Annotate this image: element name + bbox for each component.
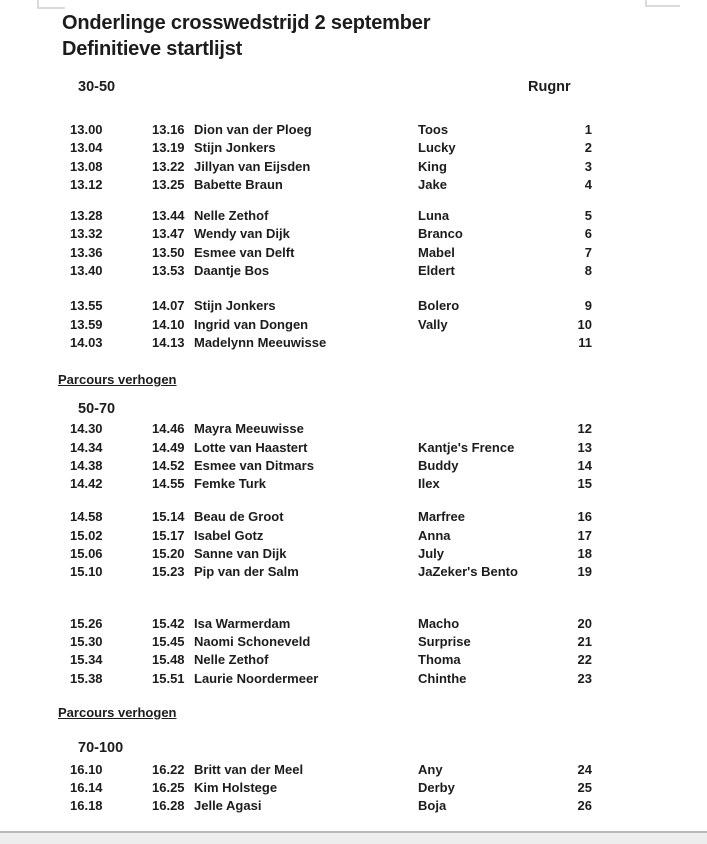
- start-time-cell: 13.40: [70, 263, 103, 279]
- page-corner-mark-right: [645, 0, 680, 7]
- horse-name-cell: Derby: [418, 780, 455, 796]
- rugnr-cell: 3: [584, 158, 592, 174]
- startlist-row: [70, 334, 707, 352]
- startlist-row: [70, 508, 707, 526]
- rugnr-cell: 2: [584, 140, 592, 156]
- startlist-row: [70, 420, 707, 438]
- rider-name-cell: Daantje Bos: [194, 263, 270, 279]
- rugnr-cell: 23: [577, 670, 592, 686]
- startlist-row: [70, 457, 707, 475]
- startlist-row: [70, 527, 707, 545]
- rugnr-cell: 11: [578, 334, 592, 350]
- course-time-cell: 13.16: [152, 122, 185, 137]
- start-time-cell: 13.00: [70, 122, 103, 137]
- rugnr-cell: 19: [577, 564, 592, 580]
- rugnr-cell: 14: [577, 457, 592, 473]
- horse-name-cell: Lucky: [418, 140, 456, 156]
- startlist-row: [70, 176, 707, 194]
- start-time-cell: 13.32: [70, 226, 103, 242]
- rugnr-cell: 9: [584, 298, 592, 314]
- rugnr-cell: 22: [577, 652, 592, 668]
- startlist-row: [70, 651, 707, 669]
- course-time-cell: 15.51: [152, 670, 185, 686]
- start-time-cell: 13.59: [70, 316, 103, 332]
- startlist-row: [70, 545, 707, 563]
- rider-name-cell: Pip van der Salm: [194, 564, 299, 580]
- horse-name-cell: JaZeker's Bento: [418, 564, 518, 580]
- section-groups: [0, 761, 707, 816]
- rider-name-cell: Lotte van Haastert: [194, 439, 308, 455]
- rugnr-cell: 8: [584, 263, 592, 279]
- course-time-cell: 15.45: [152, 633, 185, 649]
- startlist: [0, 79, 707, 816]
- rider-name-cell: Britt van der Meel: [194, 761, 304, 777]
- startlist-row: [70, 297, 707, 315]
- start-group: [70, 207, 707, 280]
- rider-name-cell: Nelle Zethof: [194, 208, 269, 224]
- horse-name-cell: Buddy: [418, 457, 459, 473]
- start-group: [70, 761, 707, 816]
- start-time-cell: 13.12: [70, 176, 103, 192]
- course-time-cell: 16.28: [152, 798, 185, 814]
- course-time-cell: 15.42: [152, 615, 185, 631]
- startlist-row: [70, 615, 707, 633]
- startlist-row: [70, 316, 707, 334]
- course-time-cell: 14.10: [152, 316, 185, 332]
- section-groups: [0, 121, 707, 352]
- horse-name-cell: Kantje's Frence: [418, 439, 515, 455]
- rugnr-cell: 10: [577, 316, 592, 332]
- startlist-section: [0, 740, 707, 816]
- rugnr-cell: 24: [577, 761, 592, 777]
- rider-name-cell: Babette Braun: [194, 176, 283, 192]
- rugnr-cell: 26: [577, 798, 592, 814]
- startlist-row: [70, 439, 707, 457]
- horse-name-cell: Eldert: [418, 263, 455, 279]
- course-time-cell: 15.14: [152, 509, 185, 525]
- horse-name-cell: Marfree: [418, 509, 465, 525]
- start-time-cell: 13.55: [70, 298, 103, 314]
- course-time-cell: 13.50: [152, 244, 185, 260]
- startlist-section: [0, 79, 707, 389]
- course-time-cell: 13.47: [152, 226, 185, 242]
- startlist-section: [0, 401, 707, 722]
- start-time-cell: 15.34: [70, 652, 103, 668]
- start-time-cell: 15.10: [70, 564, 103, 580]
- start-time-cell: 15.30: [70, 633, 103, 649]
- rugnr-cell: 1: [584, 122, 592, 137]
- section-header: [78, 740, 707, 756]
- start-time-cell: 16.10: [70, 761, 103, 777]
- rugnr-cell: 20: [577, 615, 592, 631]
- course-time-cell: 16.22: [152, 761, 185, 777]
- course-time-cell: 13.19: [152, 140, 185, 156]
- rider-name-cell: Dion van der Ploeg: [194, 122, 312, 137]
- startlist-row: [70, 262, 707, 280]
- rugnr-cell: 7: [584, 244, 592, 260]
- horse-name-cell: Jake: [418, 176, 447, 192]
- start-group: [70, 508, 707, 581]
- start-group: [70, 297, 707, 352]
- start-time-cell: 14.34: [70, 439, 103, 455]
- start-time-cell: 15.06: [70, 546, 103, 562]
- start-time-cell: 13.04: [70, 140, 103, 156]
- start-time-cell: 15.02: [70, 527, 103, 543]
- horse-name-cell: [418, 420, 542, 438]
- course-time-cell: 16.25: [152, 780, 185, 796]
- horse-name-cell: Surprise: [418, 633, 471, 649]
- section-heading: 30-50: [78, 79, 116, 95]
- section-header: [78, 79, 707, 95]
- rugnr-cell: 15: [577, 476, 592, 492]
- start-time-cell: 15.38: [70, 670, 103, 686]
- startlist-row: [70, 563, 707, 581]
- section-heading: 70-100: [78, 739, 124, 756]
- rider-name-cell: Isa Warmerdam: [194, 615, 291, 631]
- start-time-cell: 16.18: [70, 798, 103, 814]
- rugnr-cell: 17: [577, 527, 592, 543]
- start-time-cell: 14.03: [70, 334, 103, 350]
- section-groups: [0, 420, 707, 688]
- rider-name-cell: Kim Holstege: [194, 780, 278, 796]
- horse-name-cell: Mabel: [418, 244, 455, 260]
- horse-name-cell: Thoma: [418, 652, 461, 668]
- start-time-cell: 13.28: [70, 208, 103, 224]
- startlist-row: [70, 670, 707, 688]
- startlist-row: [70, 475, 707, 493]
- horse-name-cell: Boja: [418, 798, 447, 814]
- rider-name-cell: Beau de Groot: [194, 509, 284, 525]
- parcours-note: Parcours verhogen: [58, 372, 177, 388]
- rugnr-cell: 21: [577, 633, 592, 649]
- horse-name-cell: Luna: [418, 208, 450, 224]
- rider-name-cell: Madelynn Meeuwisse: [194, 334, 327, 350]
- rider-name-cell: Ingrid van Dongen: [194, 316, 309, 332]
- horse-name-cell: Anna: [418, 527, 451, 543]
- section-header: [78, 401, 707, 417]
- startlist-row: [70, 633, 707, 651]
- start-time-cell: 16.14: [70, 780, 103, 796]
- startlist-row: [70, 158, 707, 176]
- course-time-cell: 14.52: [152, 457, 185, 473]
- rider-name-cell: Femke Turk: [194, 476, 267, 492]
- rider-name-cell: Nelle Zethof: [194, 652, 269, 668]
- course-time-cell: 14.07: [152, 298, 185, 314]
- rugnr-cell: 18: [577, 546, 592, 562]
- course-time-cell: 14.13: [152, 334, 185, 350]
- document-title: Onderlinge crosswedstrijd 2 september: [62, 12, 431, 34]
- startlist-row: [70, 779, 707, 797]
- course-time-cell: 13.25: [152, 176, 185, 192]
- start-group: [70, 420, 707, 493]
- parcours-note: Parcours verhogen: [58, 704, 177, 720]
- start-time-cell: 15.26: [70, 615, 103, 631]
- startlist-row: [70, 121, 707, 139]
- course-time-cell: 14.46: [152, 421, 185, 437]
- horse-name-cell: July: [418, 546, 445, 562]
- horse-name-cell: Bolero: [418, 298, 460, 314]
- start-group: [70, 615, 707, 688]
- course-time-cell: 14.55: [152, 476, 185, 492]
- horse-name-cell: Ilex: [418, 476, 440, 492]
- rider-name-cell: Laurie Noordermeer: [194, 670, 319, 686]
- rugnr-cell: 6: [584, 226, 592, 242]
- rider-name-cell: Wendy van Dijk: [194, 226, 290, 242]
- rugnr-header: Rugnr: [528, 79, 571, 95]
- rider-name-cell: Stijn Jonkers: [194, 140, 276, 156]
- rider-name-cell: Esmee van Delft: [194, 244, 295, 260]
- rider-name-cell: Stijn Jonkers: [194, 298, 276, 314]
- start-time-cell: 14.58: [70, 509, 103, 525]
- course-time-cell: 15.23: [152, 564, 185, 580]
- document-subtitle: Definitieve startlijst: [62, 38, 243, 60]
- rugnr-cell: 12: [577, 421, 592, 437]
- startlist-row: [70, 244, 707, 262]
- rider-name-cell: Sanne van Dijk: [194, 546, 287, 562]
- start-time-cell: 14.42: [70, 476, 103, 492]
- rugnr-cell: 5: [584, 208, 592, 224]
- rider-name-cell: Jillyan van Eijsden: [194, 158, 311, 174]
- rider-name-cell: Esmee van Ditmars: [194, 457, 314, 473]
- rugnr-cell: 4: [584, 176, 592, 192]
- course-time-cell: 13.44: [152, 208, 185, 224]
- course-time-cell: 15.48: [152, 652, 185, 668]
- horse-name-cell: Macho: [418, 615, 460, 631]
- start-time-cell: 14.38: [70, 457, 103, 473]
- rugnr-cell: 16: [577, 509, 592, 525]
- start-time-cell: 13.08: [70, 158, 103, 174]
- start-time-cell: 14.30: [70, 421, 103, 437]
- rider-name-cell: Naomi Schoneveld: [194, 633, 311, 649]
- rider-name-cell: Mayra Meeuwisse: [194, 421, 304, 437]
- course-time-cell: 13.53: [152, 263, 185, 279]
- course-time-cell: 14.49: [152, 439, 185, 455]
- startlist-row: [70, 139, 707, 157]
- section-heading: 50-70: [78, 401, 116, 418]
- horse-name-cell: Branco: [418, 226, 463, 242]
- horse-name-cell: Chinthe: [418, 670, 467, 686]
- horse-name-cell: Toos: [418, 122, 449, 137]
- rugnr-cell: 25: [577, 780, 592, 796]
- rider-name-cell: Jelle Agasi: [194, 798, 262, 814]
- course-time-cell: 15.20: [152, 546, 185, 562]
- horse-name-cell: Vally: [418, 316, 448, 332]
- course-time-cell: 15.17: [152, 527, 185, 543]
- horse-name-cell: Any: [418, 761, 443, 777]
- start-group: [70, 121, 707, 194]
- rugnr-cell: 13: [577, 439, 592, 455]
- course-time-cell: 13.22: [152, 158, 185, 174]
- startlist-row: [70, 761, 707, 779]
- rider-name-cell: Isabel Gotz: [194, 527, 264, 543]
- viewport-bottom-edge: [0, 831, 707, 844]
- startlist-row: [70, 207, 707, 225]
- horse-name-cell: King: [418, 158, 447, 174]
- startlist-row: [70, 225, 707, 243]
- horse-name-cell: [418, 334, 542, 352]
- start-time-cell: 13.36: [70, 244, 103, 260]
- startlist-row: [70, 797, 707, 815]
- page-corner-mark-left: [37, 0, 65, 9]
